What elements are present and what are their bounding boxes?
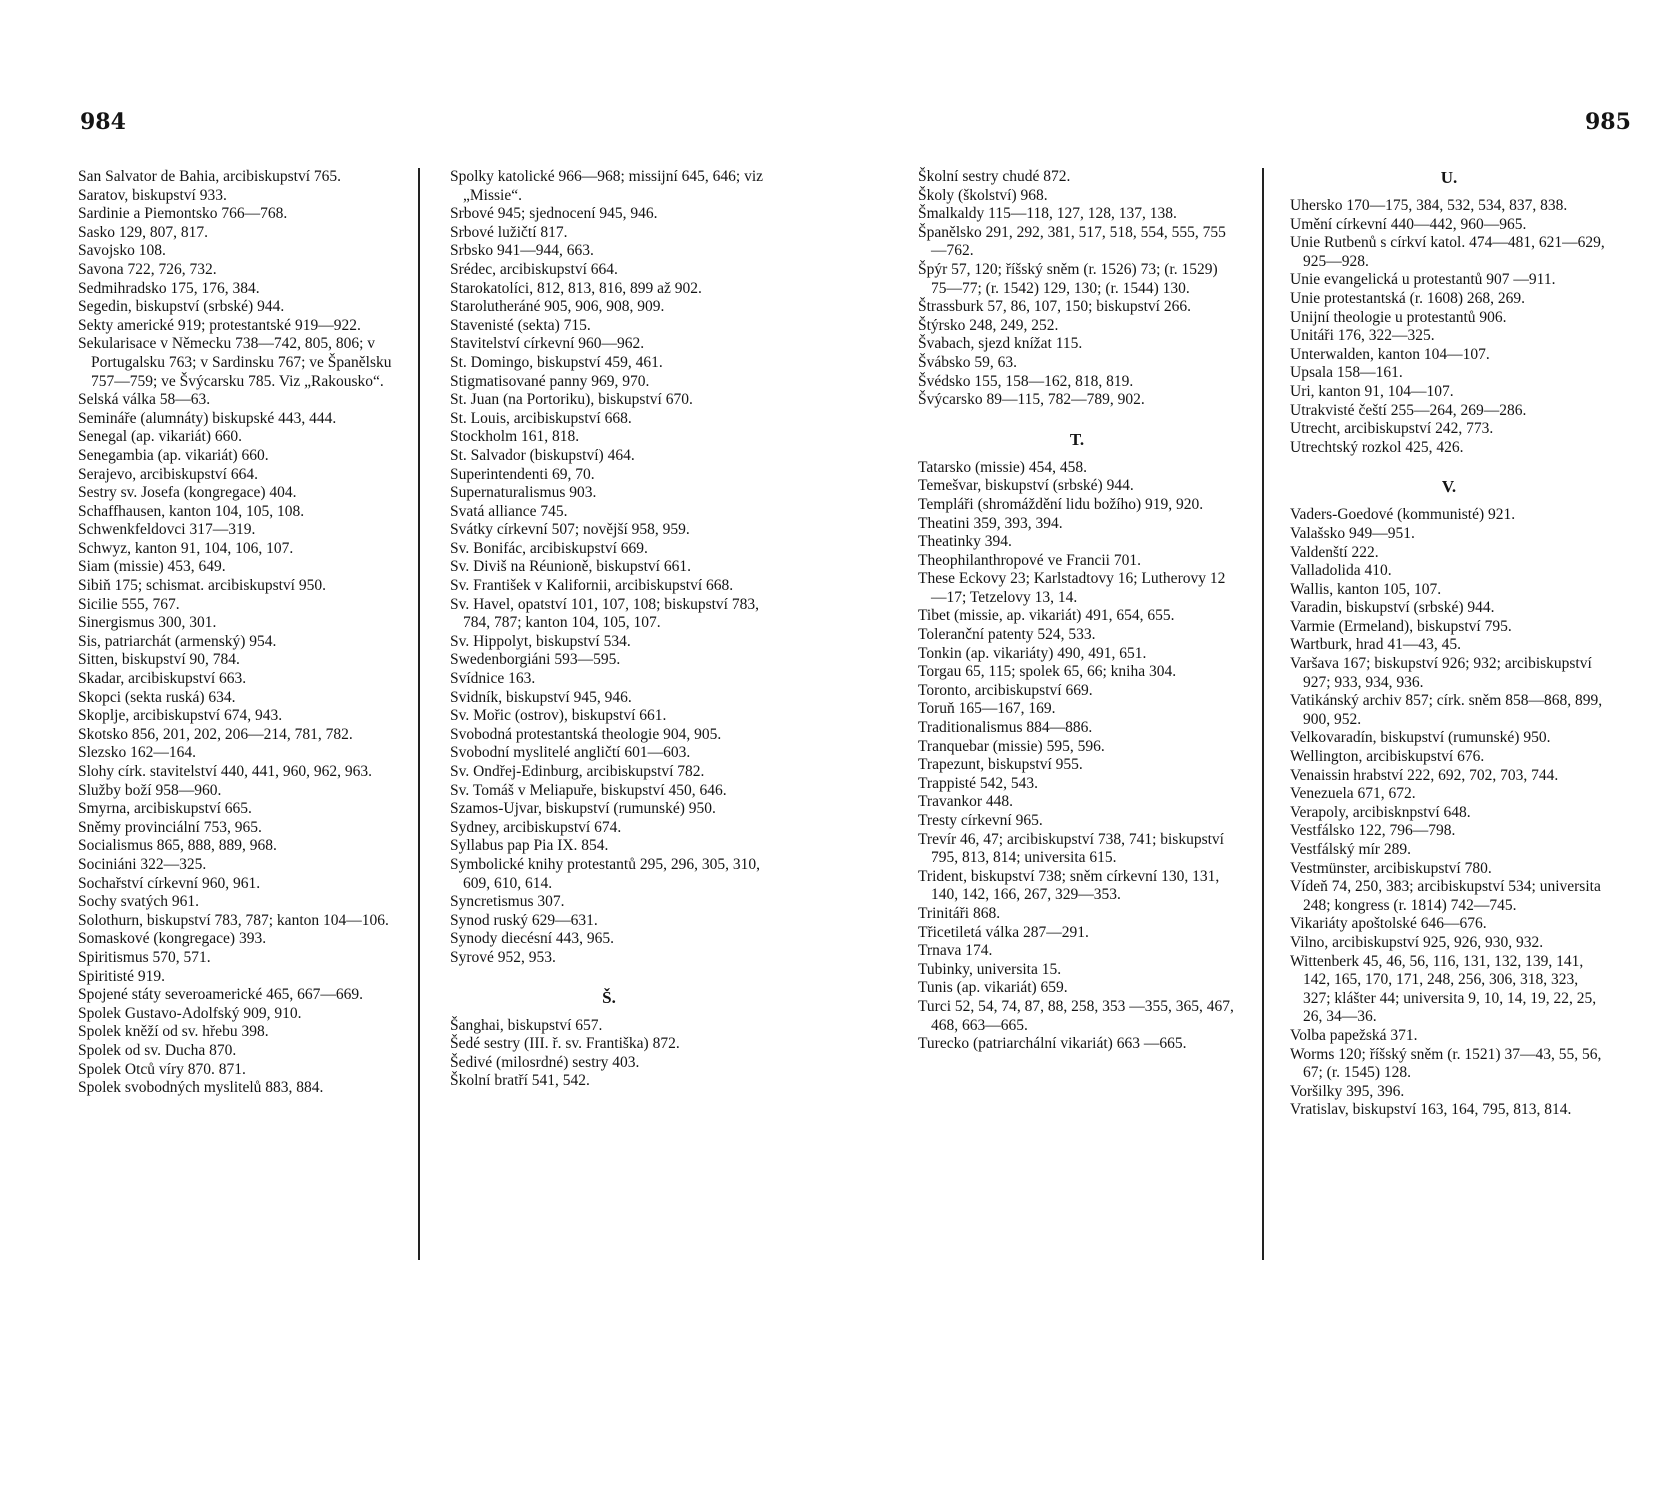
index-entry: Sociniáni 322—325. (78, 855, 207, 873)
section-letter: T. (1069, 429, 1085, 449)
index-entry: Varmie (Ermeland), biskupství 795. (1290, 617, 1512, 635)
index-entry: Syrové 952, 953. (450, 948, 556, 966)
index-entry: Somaskové (kongregace) 393. (78, 930, 267, 948)
index-entry: Sv. Ondřej-Edinburg, arcibiskupství 782. (450, 763, 705, 780)
column-divider-left (418, 168, 420, 1260)
index-entry: Segedin, biskupství (srbské) 944. (78, 298, 285, 316)
index-entry: Švýcarsko 89—115, 782—789, 902. (918, 391, 1145, 409)
index-entry: Toronto, arcibiskupství 669. (918, 681, 1093, 699)
index-entry: Sekty americké 919; protestantské 919—922. (78, 316, 361, 334)
index-entry: Sitten, biskupství 90, 784. (78, 651, 240, 669)
index-entry: Trinitáři 868. (918, 904, 1001, 922)
index-entry: Smyrna, arcibiskupství 665. (78, 800, 252, 818)
index-entry: Theatini 359, 393, 394. (918, 514, 1063, 532)
index-entry: Schwenkfeldovci 317—319. (78, 521, 256, 539)
index-entry: Šmalkaldy 115—118, 127, 128, 137, 138. (918, 205, 1177, 223)
index-entry: Spiritismus 570, 571. (78, 948, 211, 966)
index-entry: Venaissin hrabství 222, 692, 702, 703, 744. (1290, 766, 1559, 784)
index-entry: Serajevo, arcibiskupství 664. (78, 465, 258, 483)
index-column-4 (1290, 168, 1608, 1120)
index-entry: Turecko (patriarchální vikariát) 663 —665. (918, 1035, 1187, 1053)
index-entry: Trappisté 542, 543. (918, 774, 1038, 792)
index-entry: Štýrsko 248, 249, 252. (918, 316, 1059, 334)
index-entry: Unterwalden, kanton 104—107. (1290, 345, 1490, 363)
index-entry: Vestfálsko 122, 796—798. (1290, 822, 1456, 840)
index-entry: Sv. Hippolyt, biskupství 534. (450, 632, 631, 650)
index-entry: Svobodní myslitelé angličtí 601—603. (450, 744, 691, 762)
index-entry: Sv. František v Kalifornii, arcibiskupství 668. (450, 577, 734, 595)
index-entry: Swedenborgiáni 593—595. (450, 651, 621, 669)
index-entry: Spiritisté 919. (78, 967, 165, 985)
index-entry: Spolek od sv. Ducha 870. (78, 1041, 237, 1059)
index-entry: Wittenberk 45, 46, 56, 116, 131, 132, 139, 141, 142, 165, 170, 171, 248, 256, 306, 318, 323, 327; klášter 44; universita 9, 10, 14, 19, 22, 25, 26, 34—36. (1290, 952, 1597, 1026)
index-entry: Špýr 57, 120; říšský sněm (r. 1526) 73; (r. 1529) 75—77; (r. 1542) 129, 130; (r. 1544) 130. (918, 260, 1218, 297)
index-entry: Torgau 65, 115; spolek 65, 66; kniha 304. (918, 663, 1177, 681)
section-letter: U. (1440, 168, 1458, 187)
index-entry: Skoplje, arcibiskupství 674, 943. (78, 707, 283, 725)
index-entry: Trnava 174. (918, 942, 993, 960)
index-entry: Vaders-Goedové (kommunisté) 921. (1290, 506, 1516, 524)
index-entry: Toleranční patenty 524, 533. (918, 626, 1096, 644)
index-entry: Sinergismus 300, 301. (78, 614, 217, 632)
index-entry: Spolky katolické 966—968; missijní 645, 646; viz „Missie“. (450, 168, 764, 204)
index-entry: Školní bratří 541, 542. (450, 1072, 590, 1090)
index-entry: Worms 120; říšský sněm (r. 1521) 37—43, 55, 56, 67; (r. 1545) 128. (1290, 1045, 1602, 1082)
index-entry: Trident, biskupství 738; sněm církevní 130, 131, 140, 142, 166, 267, 329—353. (918, 867, 1220, 904)
index-entry: Svidník, biskupství 945, 946. (450, 688, 632, 706)
index-entry: Theophilanthropové ve Francii 701. (918, 551, 1141, 569)
index-entry: Senegambia (ap. vikariát) 660. (78, 446, 269, 464)
index-entry: St. Salvador (biskupství) 464. (450, 446, 635, 464)
index-entry: Starolutheráné 905, 906, 908, 909. (450, 298, 665, 316)
index-entry: Solothurn, biskupství 783, 787; kanton 104—106. (78, 911, 389, 929)
index-entry: Unie Rutbenů s církví katol. 474—481, 621—629, 925—928. (1290, 234, 1605, 270)
index-entry: Tubinky, universita 15. (918, 960, 1062, 978)
index-entry: Tunis (ap. vikariát) 659. (918, 979, 1068, 997)
index-entry: Sasko 129, 807, 817. (78, 223, 209, 241)
index-entry: Vratislav, biskupství 163, 164, 795, 813, 814. (1290, 1101, 1572, 1119)
index-entry: Wartburk, hrad 41—43, 45. (1290, 636, 1461, 654)
index-entry: Tranquebar (missie) 595, 596. (918, 737, 1105, 755)
index-entry: Sochy svatých 961. (78, 893, 199, 911)
index-entry: Semináře (alumnáty) biskupské 443, 444. (78, 409, 337, 427)
index-column-2 (450, 168, 768, 1091)
index-entry: Srbsko 941—944, 663. (450, 242, 594, 260)
index-entry: Sardinie a Piemontsko 766—768. (78, 205, 288, 223)
index-entry: Unie evangelická u protestantů 907 —911. (1290, 271, 1556, 289)
index-entry: Vídeň 74, 250, 383; arcibiskupství 534; universita 248; kongress (r. 1814) 742—745. (1290, 878, 1601, 914)
index-entry: Skotsko 856, 201, 202, 206—214, 781, 782. (78, 725, 353, 743)
page-number-left: 984 (80, 109, 126, 135)
index-entry: Synod ruský 629—631. (450, 911, 598, 929)
index-entry: Supernaturalismus 903. (450, 484, 597, 502)
index-entry: Unitáři 176, 322—325. (1290, 327, 1435, 345)
index-column-1 (78, 168, 396, 1098)
index-entry: Superintendenti 69, 70. (450, 465, 595, 483)
index-entry: These Eckovy 23; Karlstadtovy 16; Lutherovy 12—17; Tetzelovy 13, 14. (918, 570, 1226, 606)
index-entry: Syllabus pap Pia IX. 854. (450, 837, 609, 855)
index-entry: Svobodná protestantská theologie 904, 905. (450, 725, 722, 743)
index-entry: Schaffhausen, kanton 104, 105, 108. (78, 502, 305, 520)
section-letter: V. (1441, 477, 1457, 497)
index-entry: Travankor 448. (918, 793, 1014, 811)
index-entry: San Salvator de Bahia, arcibiskupství 765. (78, 168, 342, 185)
index-entry: Svatá alliance 745. (450, 502, 568, 520)
index-entry: Školy (školství) 968. (918, 186, 1048, 204)
index-entry: Vestmünster, arcibiskupství 780. (1290, 859, 1492, 877)
index-entry: Sv. Tomáš v Meliapuře, biskupství 450, 646. (450, 781, 727, 799)
index-entry: Sekularisace v Německu 738—742, 805, 806; v Portugalsku 763; v Sardinsku 767; ve Španělsku 757—759; ve Švýcarsku 785. Viz „Rakousko“. (78, 335, 392, 390)
index-entry: Slezsko 162—164. (78, 744, 196, 762)
index-entry: Valdenští 222. (1290, 543, 1379, 561)
index-entry: Velkovaradín, biskupství (rumunské) 950. (1290, 729, 1551, 747)
index-entry: Třicetiletá válka 287—291. (918, 923, 1089, 941)
index-entry: Tonkin (ap. vikariáty) 490, 491, 651. (918, 644, 1147, 662)
index-entry: Sestry sv. Josefa (kongregace) 404. (78, 484, 297, 502)
index-entry: Trapezunt, biskupství 955. (918, 756, 1083, 774)
index-entry: Voršilky 395, 396. (1290, 1082, 1405, 1100)
index-entry: Sis, patriarchát (armenský) 954. (78, 632, 277, 650)
index-entry: Švábsko 59, 63. (918, 353, 1018, 371)
index-entry: Senegal (ap. vikariát) 660. (78, 428, 242, 446)
index-entry: Školní sestry chudé 872. (918, 168, 1071, 185)
index-entry: Varšava 167; biskupství 926; 932; arcibiskupství 927; 933, 934, 936. (1290, 655, 1592, 691)
index-entry: Saratov, biskupství 933. (78, 186, 227, 204)
index-entry: Šedé sestry (III. ř. sv. Františka) 872. (450, 1035, 680, 1053)
index-entry: Srbové 945; sjednocení 945, 946. (450, 205, 658, 223)
index-entry: Szamos-Ujvar, biskupství (rumunské) 950. (450, 800, 716, 818)
index-entry: Sedmihradsko 175, 176, 384. (78, 279, 260, 297)
index-entry: Stavitelství církevní 960—962. (450, 335, 645, 353)
page-number-right: 985 (1585, 109, 1631, 135)
index-entry: Selská válka 58—63. (78, 391, 211, 409)
index-entry: Traditionalismus 884—886. (918, 719, 1093, 737)
index-entry: Utrechtský rozkol 425, 426. (1290, 438, 1464, 456)
index-entry: Unijní theologie u protestantů 906. (1290, 308, 1507, 326)
index-entry: Temešvar, biskupství (srbské) 944. (918, 477, 1134, 495)
index-entry: Wellington, arcibiskupství 676. (1290, 748, 1485, 766)
index-entry: Volba papežská 371. (1290, 1026, 1418, 1044)
index-entry: Tibet (missie, ap. vikariát) 491, 654, 655. (918, 607, 1175, 625)
index-entry: Svátky církevní 507; novější 958, 959. (450, 521, 690, 539)
index-entry: Sv. Bonifác, arcibiskupství 669. (450, 539, 648, 557)
index-entry: Utrecht, arcibiskupství 242, 773. (1290, 420, 1494, 438)
index-entry: Sv. Havel, opatství 101, 107, 108; biskupství 783, 784, 787; kanton 104, 105, 107. (450, 595, 759, 632)
index-entry: Šedivé (milosrdné) sestry 403. (450, 1053, 640, 1071)
index-entry: Vikariáty apoštolské 646—676. (1290, 915, 1487, 933)
index-entry: Svídnice 163. (450, 670, 536, 688)
index-entry: Skadar, arcibiskupství 663. (78, 670, 247, 688)
index-entry: Sněmy provinciální 753, 965. (78, 818, 262, 836)
index-entry: St. Juan (na Portoriku), biskupství 670. (450, 391, 693, 409)
index-entry: Stockholm 161, 818. (450, 428, 580, 446)
index-entry: Unie protestantská (r. 1608) 268, 269. (1290, 289, 1526, 307)
index-entry: Šanghai, biskupství 657. (450, 1016, 603, 1034)
index-entry: Sicilie 555, 767. (78, 595, 180, 613)
index-entry: Venezuela 671, 672. (1290, 785, 1416, 803)
index-column-3 (918, 168, 1236, 1054)
section-letter: Š. (602, 987, 616, 1007)
index-entry: Verapoly, arcibisknpství 648. (1290, 803, 1471, 821)
index-entry: Symbolické knihy protestantů 295, 296, 305, 310, 609, 610, 614. (450, 855, 760, 892)
index-entry: Theatinky 394. (918, 533, 1012, 551)
index-entry: Umění církevní 440—442, 960—965. (1290, 215, 1527, 233)
index-entry: Socialismus 865, 888, 889, 968. (78, 837, 277, 855)
index-entry: Spojené státy severoamerické 465, 667—669. (78, 986, 363, 1004)
index-entry: Vatikánský archiv 857; círk. sněm 858—868, 899, 900, 952. (1290, 692, 1603, 728)
index-entry: Uhersko 170—175, 384, 532, 534, 837, 838. (1290, 197, 1568, 214)
index-entry: Upsala 158—161. (1290, 364, 1403, 382)
index-entry: Vestfálský mír 289. (1290, 841, 1411, 858)
index-entry: Srédec, arcibiskupství 664. (450, 260, 618, 278)
index-entry: Valašsko 949—951. (1290, 524, 1415, 542)
index-entry: Sv. Diviš na Réunioně, biskupství 661. (450, 558, 691, 576)
index-entry: Sydney, arcibiskupství 674. (450, 818, 622, 836)
index-entry: Tresty církevní 965. (918, 812, 1043, 829)
index-entry: Synody diecésní 443, 965. (450, 930, 615, 948)
index-entry: Uri, kanton 91, 104—107. (1290, 382, 1454, 400)
index-entry: Spolek kněží od sv. hřebu 398. (78, 1023, 269, 1041)
index-entry: Utrakvisté čeští 255—264, 269—286. (1290, 401, 1527, 419)
index-entry: Švédsko 155, 158—162, 818, 819. (918, 372, 1134, 390)
index-entry: Sochařství církevní 960, 961. (78, 874, 261, 892)
index-entry: Slohy círk. stavitelství 440, 441, 960, 962, 963. (78, 763, 373, 780)
index-entry: Skopci (sekta ruská) 634. (78, 688, 236, 706)
index-entry: Siam (missie) 453, 649. (78, 558, 226, 576)
index-entry: Štrassburk 57, 86, 107, 150; biskupství 266. (918, 298, 1191, 316)
index-entry: Spolek Otců víry 870. 871. (78, 1060, 246, 1078)
index-entry: Sibiň 175; schismat. arcibiskupství 950. (78, 577, 326, 595)
index-entry: Templáři (shromáždění lidu božího) 919, 920. (918, 495, 1204, 513)
index-entry: Španělsko 291, 292, 381, 517, 518, 554, 555, 755—762. (918, 223, 1226, 260)
index-entry: Savona 722, 726, 732. (78, 260, 217, 278)
index-entry: Starokatolíci, 812, 813, 816, 899 až 902. (450, 279, 702, 297)
index-entry: Srbové lužičtí 817. (450, 223, 568, 241)
index-entry: Varadin, biskupství (srbské) 944. (1290, 599, 1495, 617)
index-entry: Spolek Gustavo-Adolfský 909, 910. (78, 1004, 302, 1022)
index-entry: Savojsko 108. (78, 242, 166, 260)
index-entry: Švabach, sjezd knížat 115. (918, 335, 1083, 353)
index-entry: Schwyz, kanton 91, 104, 106, 107. (78, 539, 294, 557)
index-entry: Stigmatisované panny 969, 970. (450, 372, 650, 390)
column-divider-right (1262, 168, 1264, 1260)
index-entry: Sv. Mořic (ostrov), biskupství 661. (450, 707, 667, 725)
index-entry: Trevír 46, 47; arcibiskupství 738, 741; biskupství 795, 813, 814; universita 615. (918, 830, 1224, 867)
index-entry: Stavenisté (sekta) 715. (450, 316, 591, 334)
index-entry: Syncretismus 307. (450, 893, 565, 911)
index-entry: Služby boží 958—960. (78, 781, 222, 799)
index-entry: St. Domingo, biskupství 459, 461. (450, 353, 663, 371)
index-entry: Valladolida 410. (1290, 562, 1392, 580)
index-entry: St. Louis, arcibiskupství 668. (450, 409, 632, 427)
index-entry: Spolek svobodných myslitelů 883, 884. (78, 1079, 324, 1097)
index-entry: Tatarsko (missie) 454, 458. (918, 458, 1087, 476)
index-entry: Toruň 165—167, 169. (918, 700, 1056, 718)
index-entry: Vilno, arcibiskupství 925, 926, 930, 932. (1290, 933, 1544, 951)
index-entry: Wallis, kanton 105, 107. (1290, 580, 1442, 598)
index-entry: Turci 52, 54, 74, 87, 88, 258, 353 —355, 365, 467, 468, 663—665. (918, 997, 1234, 1034)
